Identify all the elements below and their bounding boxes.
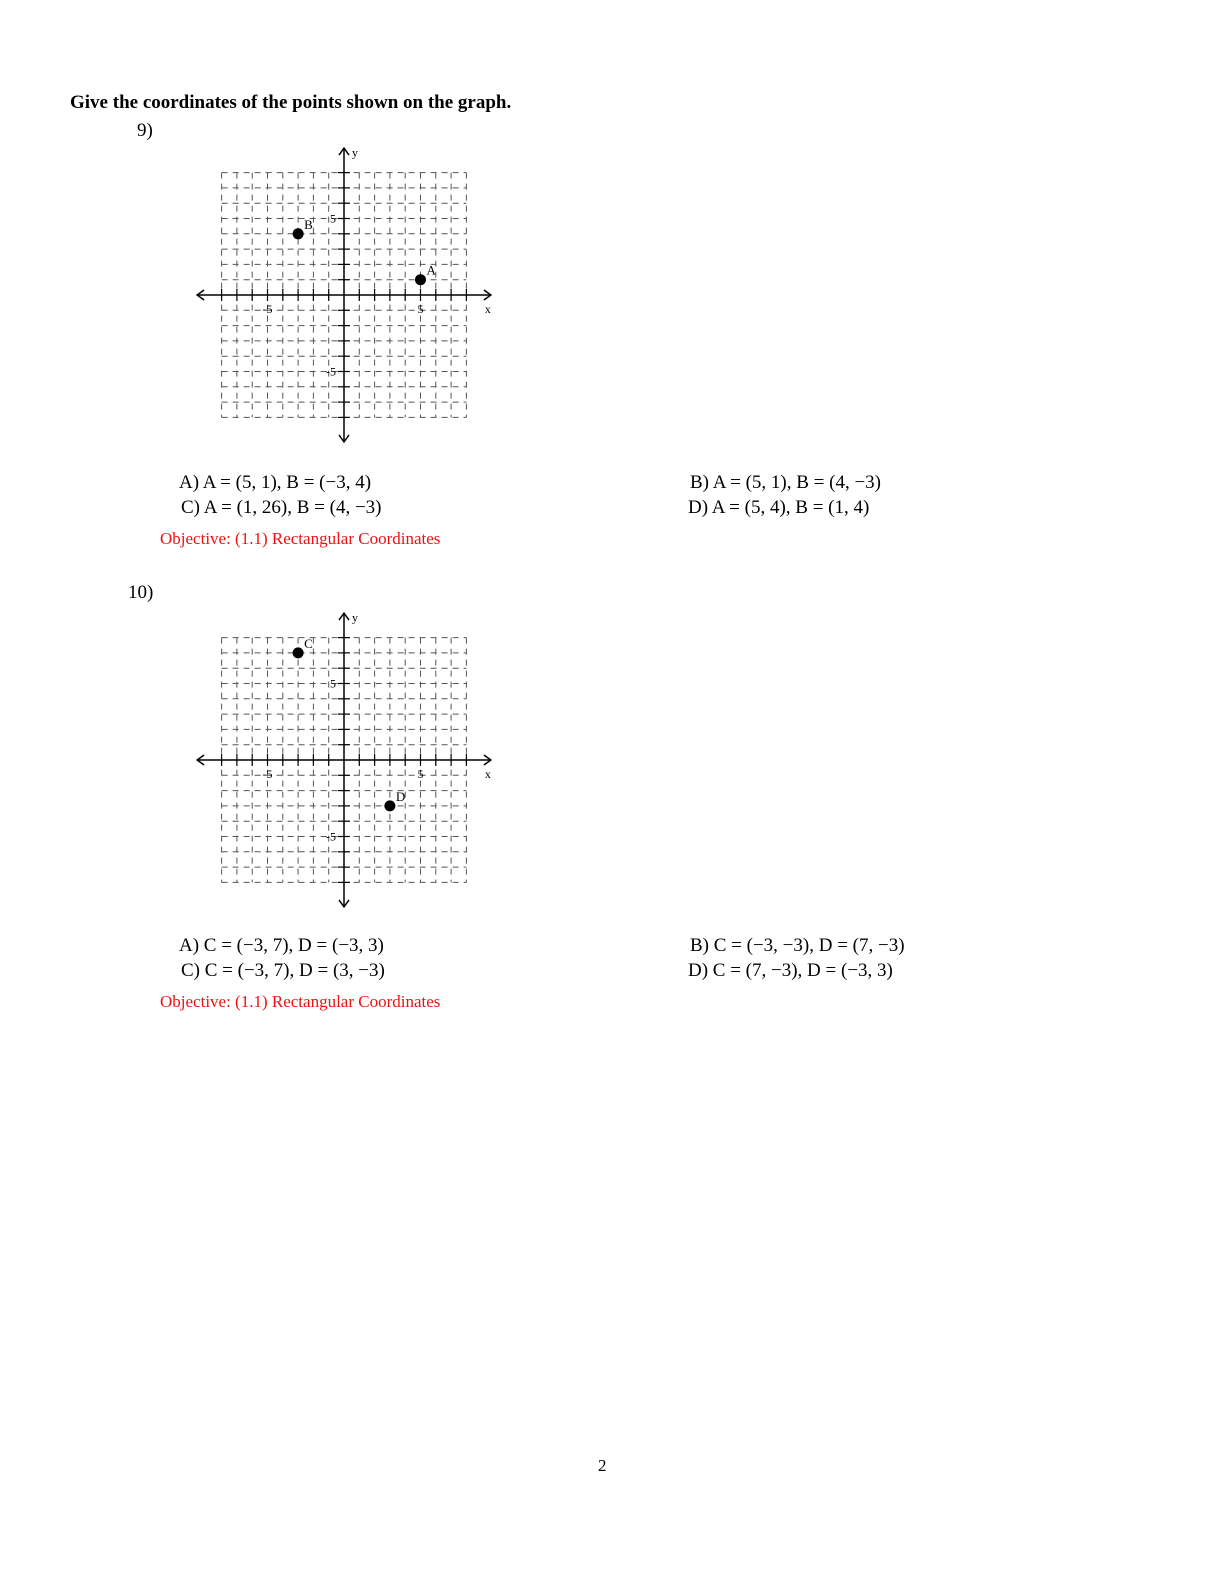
point-a (415, 274, 426, 285)
point-label-b: B (304, 216, 313, 232)
question-9-number: 9) (137, 120, 153, 141)
page-number: 2 (598, 1456, 607, 1475)
point-label-d: D (395, 788, 406, 804)
y-tick-label-neg: -5 (326, 829, 336, 844)
choice-9-c: C) A = (1, 26), B = (4, −3) (181, 497, 382, 518)
choice-10-d: D) C = (7, −3), D = (−3, 3) (688, 960, 893, 981)
choice-10-a: A) C = (−3, 7), D = (−3, 3) (179, 935, 384, 956)
point-d (384, 800, 395, 811)
point-c (293, 647, 304, 658)
y-axis-label: y (352, 610, 358, 625)
x-tick-label-pos: 5 (417, 767, 424, 781)
choice-9-d: D) A = (5, 4), B = (1, 4) (688, 497, 870, 518)
question-10-number: 10) (128, 582, 154, 603)
coordinate-graph-q10 (190, 610, 500, 910)
x-tick-label-neg: -5 (262, 767, 273, 781)
x-axis-label: x (484, 767, 491, 781)
point-label-a: A (426, 262, 436, 278)
instructions: Give the coordinates of the points shown on the graph. (70, 92, 512, 113)
y-tick-label-pos: 5 (330, 676, 336, 691)
objective-9: Objective: (1.1) Rectangular Coordinates (160, 529, 441, 548)
y-axis-label: y (352, 145, 358, 160)
choice-9-b: B) A = (5, 1), B = (4, −3) (690, 472, 882, 493)
point-b (293, 228, 304, 239)
choice-10-b: B) C = (−3, −3), D = (7, −3) (690, 935, 905, 956)
point-label-c: C (304, 635, 313, 651)
x-axis-label: x (484, 302, 491, 316)
x-tick-label-pos: 5 (417, 302, 424, 316)
coordinate-graph-q9 (190, 145, 500, 445)
y-tick-label-neg: -5 (326, 364, 336, 379)
x-tick-label-neg: -5 (262, 302, 273, 316)
choice-9-a: A) A = (5, 1), B = (−3, 4) (179, 472, 372, 493)
choice-10-c: C) C = (−3, 7), D = (3, −3) (181, 960, 385, 981)
objective-10: Objective: (1.1) Rectangular Coordinates (160, 992, 441, 1011)
y-tick-label-pos: 5 (330, 211, 336, 226)
